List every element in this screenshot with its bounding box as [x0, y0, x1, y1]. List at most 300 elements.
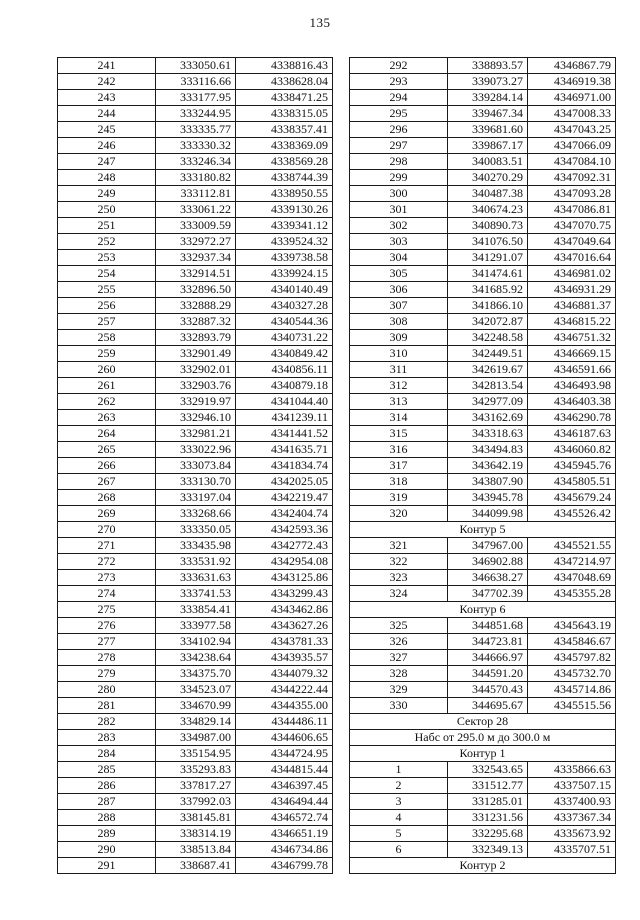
- table-row: [350, 506, 616, 522]
- table-row: [58, 810, 333, 826]
- x-coordinate-cell: 333050.61: [156, 58, 236, 74]
- y-coordinate-cell: 4346397.45: [236, 778, 333, 794]
- table-row: [350, 762, 616, 778]
- y-coordinate-cell: 4344079.32: [236, 666, 333, 682]
- point-number-cell: 322: [350, 554, 448, 570]
- x-coordinate-cell: 332981.21: [156, 426, 236, 442]
- x-coordinate-cell: 334523.07: [156, 682, 236, 698]
- x-coordinate-cell: 333177.95: [156, 90, 236, 106]
- point-number-cell: 245: [58, 122, 156, 138]
- point-number-cell: 261: [58, 378, 156, 394]
- point-number-cell: 256: [58, 298, 156, 314]
- x-coordinate-cell: 341076.50: [448, 234, 528, 250]
- x-coordinate-cell: 337992.03: [156, 794, 236, 810]
- x-coordinate-cell: 333531.92: [156, 554, 236, 570]
- point-number-cell: 330: [350, 698, 448, 714]
- point-number-cell: 249: [58, 186, 156, 202]
- table-row: [350, 794, 616, 810]
- section-heading: Контур 6: [350, 602, 616, 618]
- x-coordinate-cell: 347967.00: [448, 538, 528, 554]
- y-coordinate-cell: 4344606.65: [236, 730, 333, 746]
- table-row: [58, 138, 333, 154]
- y-coordinate-cell: 4342954.08: [236, 554, 333, 570]
- y-coordinate-cell: 4346591.66: [528, 362, 616, 378]
- x-coordinate-cell: 340083.51: [448, 154, 528, 170]
- x-coordinate-cell: 344695.67: [448, 698, 528, 714]
- table-row: [58, 682, 333, 698]
- x-coordinate-cell: 334670.99: [156, 698, 236, 714]
- table-row: [350, 554, 616, 570]
- y-coordinate-cell: 4346669.15: [528, 346, 616, 362]
- section-heading-row: [350, 730, 616, 746]
- x-coordinate-cell: 332887.32: [156, 314, 236, 330]
- table-row: [58, 794, 333, 810]
- point-number-cell: 244: [58, 106, 156, 122]
- point-number-cell: 310: [350, 346, 448, 362]
- x-coordinate-cell: 333330.32: [156, 138, 236, 154]
- y-coordinate-cell: 4346867.79: [528, 58, 616, 74]
- point-number-cell: 316: [350, 442, 448, 458]
- table-row: [350, 122, 616, 138]
- point-number-cell: 280: [58, 682, 156, 698]
- x-coordinate-cell: 332946.10: [156, 410, 236, 426]
- table-row: [58, 410, 333, 426]
- table-row: [58, 746, 333, 762]
- x-coordinate-cell: 333197.04: [156, 490, 236, 506]
- x-coordinate-cell: 333977.58: [156, 618, 236, 634]
- table-row: [58, 362, 333, 378]
- table-row: [350, 570, 616, 586]
- y-coordinate-cell: 4345805.51: [528, 474, 616, 490]
- table-row: [58, 586, 333, 602]
- y-coordinate-cell: 4346981.02: [528, 266, 616, 282]
- y-coordinate-cell: 4342593.36: [236, 522, 333, 538]
- y-coordinate-cell: 4340544.36: [236, 314, 333, 330]
- point-number-cell: 284: [58, 746, 156, 762]
- point-number-cell: 250: [58, 202, 156, 218]
- y-coordinate-cell: 4344222.44: [236, 682, 333, 698]
- point-number-cell: 276: [58, 618, 156, 634]
- y-coordinate-cell: 4338569.28: [236, 154, 333, 170]
- point-number-cell: 317: [350, 458, 448, 474]
- y-coordinate-cell: 4340879.18: [236, 378, 333, 394]
- point-number-cell: 299: [350, 170, 448, 186]
- point-number-cell: 324: [350, 586, 448, 602]
- x-coordinate-cell: 333116.66: [156, 74, 236, 90]
- section-heading-row: [350, 858, 616, 874]
- table-row: [58, 458, 333, 474]
- section-heading: Контур 5: [350, 522, 616, 538]
- x-coordinate-cell: 337817.27: [156, 778, 236, 794]
- y-coordinate-cell: 4335673.92: [528, 826, 616, 842]
- y-coordinate-cell: 4345355.28: [528, 586, 616, 602]
- point-number-cell: 274: [58, 586, 156, 602]
- y-coordinate-cell: 4344724.95: [236, 746, 333, 762]
- x-coordinate-cell: 332349.13: [448, 842, 528, 858]
- x-coordinate-cell: 340270.29: [448, 170, 528, 186]
- y-coordinate-cell: 4343299.43: [236, 586, 333, 602]
- x-coordinate-cell: 333009.59: [156, 218, 236, 234]
- table-row: [350, 138, 616, 154]
- table-row: [350, 202, 616, 218]
- table-row: [350, 426, 616, 442]
- x-coordinate-cell: 343807.90: [448, 474, 528, 490]
- point-number-cell: 285: [58, 762, 156, 778]
- table-row: [58, 554, 333, 570]
- x-coordinate-cell: 342248.58: [448, 330, 528, 346]
- table-row: [58, 826, 333, 842]
- y-coordinate-cell: 4347008.33: [528, 106, 616, 122]
- point-number-cell: 307: [350, 298, 448, 314]
- y-coordinate-cell: 4341441.52: [236, 426, 333, 442]
- table-row: [58, 346, 333, 362]
- y-coordinate-cell: 4340327.28: [236, 298, 333, 314]
- y-coordinate-cell: 4342219.47: [236, 490, 333, 506]
- x-coordinate-cell: 341866.10: [448, 298, 528, 314]
- point-number-cell: 315: [350, 426, 448, 442]
- point-number-cell: 283: [58, 730, 156, 746]
- y-coordinate-cell: 4337367.34: [528, 810, 616, 826]
- y-coordinate-cell: 4346815.22: [528, 314, 616, 330]
- x-coordinate-cell: 332919.97: [156, 394, 236, 410]
- x-coordinate-cell: 335154.95: [156, 746, 236, 762]
- table-row: [58, 314, 333, 330]
- section-heading: Контур 1: [350, 746, 616, 762]
- x-coordinate-cell: 333435.98: [156, 538, 236, 554]
- table-row: [58, 522, 333, 538]
- section-heading: Набс от 295.0 м до 300.0 м: [350, 730, 616, 746]
- point-number-cell: 290: [58, 842, 156, 858]
- table-row: [58, 426, 333, 442]
- table-row: [350, 842, 616, 858]
- page-number: 135: [309, 15, 331, 30]
- point-number-cell: 273: [58, 570, 156, 586]
- y-coordinate-cell: 4338816.43: [236, 58, 333, 74]
- table-row: [350, 378, 616, 394]
- section-heading-row: [350, 602, 616, 618]
- table-row: [58, 650, 333, 666]
- point-number-cell: 313: [350, 394, 448, 410]
- y-coordinate-cell: 4346881.37: [528, 298, 616, 314]
- y-coordinate-cell: 4346971.00: [528, 90, 616, 106]
- point-number-cell: 248: [58, 170, 156, 186]
- y-coordinate-cell: 4345945.76: [528, 458, 616, 474]
- table-row: [58, 202, 333, 218]
- y-coordinate-cell: 4341834.74: [236, 458, 333, 474]
- point-number-cell: 286: [58, 778, 156, 794]
- x-coordinate-cell: 338513.84: [156, 842, 236, 858]
- table-row: [350, 586, 616, 602]
- x-coordinate-cell: 332902.01: [156, 362, 236, 378]
- point-number-cell: 308: [350, 314, 448, 330]
- x-coordinate-cell: 341685.92: [448, 282, 528, 298]
- y-coordinate-cell: 4342404.74: [236, 506, 333, 522]
- section-heading: Сектор 28: [350, 714, 616, 730]
- x-coordinate-cell: 332903.76: [156, 378, 236, 394]
- x-coordinate-cell: 342977.09: [448, 394, 528, 410]
- x-coordinate-cell: 333631.63: [156, 570, 236, 586]
- y-coordinate-cell: 4347016.64: [528, 250, 616, 266]
- y-coordinate-cell: 4344815.44: [236, 762, 333, 778]
- point-number-cell: 268: [58, 490, 156, 506]
- point-number-cell: 292: [350, 58, 448, 74]
- y-coordinate-cell: 4338471.25: [236, 90, 333, 106]
- point-number-cell: 1: [350, 762, 448, 778]
- point-number-cell: 297: [350, 138, 448, 154]
- table-row: [58, 394, 333, 410]
- x-coordinate-cell: 344666.97: [448, 650, 528, 666]
- x-coordinate-cell: 332888.29: [156, 298, 236, 314]
- y-coordinate-cell: 4347049.64: [528, 234, 616, 250]
- table-row: [58, 506, 333, 522]
- point-number-cell: 258: [58, 330, 156, 346]
- y-coordinate-cell: 4346493.98: [528, 378, 616, 394]
- x-coordinate-cell: 333350.05: [156, 522, 236, 538]
- table-row: [58, 634, 333, 650]
- point-number-cell: 323: [350, 570, 448, 586]
- y-coordinate-cell: 4341635.71: [236, 442, 333, 458]
- table-row: [350, 154, 616, 170]
- x-coordinate-cell: 338687.41: [156, 858, 236, 874]
- x-coordinate-cell: 333335.77: [156, 122, 236, 138]
- table-row: [58, 170, 333, 186]
- x-coordinate-cell: 340890.73: [448, 218, 528, 234]
- x-coordinate-cell: 334375.70: [156, 666, 236, 682]
- point-number-cell: 6: [350, 842, 448, 858]
- x-coordinate-cell: 341474.61: [448, 266, 528, 282]
- point-number-cell: 257: [58, 314, 156, 330]
- y-coordinate-cell: 4343125.86: [236, 570, 333, 586]
- point-number-cell: 301: [350, 202, 448, 218]
- point-number-cell: 271: [58, 538, 156, 554]
- point-number-cell: 293: [350, 74, 448, 90]
- table-row: [58, 442, 333, 458]
- table-row: [58, 842, 333, 858]
- x-coordinate-cell: 344723.81: [448, 634, 528, 650]
- point-number-cell: 328: [350, 666, 448, 682]
- table-row: [58, 90, 333, 106]
- x-coordinate-cell: 344099.98: [448, 506, 528, 522]
- y-coordinate-cell: 4337400.93: [528, 794, 616, 810]
- point-number-cell: 265: [58, 442, 156, 458]
- point-number-cell: 2: [350, 778, 448, 794]
- x-coordinate-cell: 338145.81: [156, 810, 236, 826]
- point-number-cell: 312: [350, 378, 448, 394]
- table-row: [350, 186, 616, 202]
- y-coordinate-cell: 4339738.58: [236, 250, 333, 266]
- table-row: [58, 58, 333, 74]
- table-row: [58, 266, 333, 282]
- y-coordinate-cell: 4343935.57: [236, 650, 333, 666]
- x-coordinate-cell: 333073.84: [156, 458, 236, 474]
- table-row: [350, 282, 616, 298]
- table-row: [350, 330, 616, 346]
- table-row: [350, 826, 616, 842]
- x-coordinate-cell: 346902.88: [448, 554, 528, 570]
- table-row: [58, 698, 333, 714]
- y-coordinate-cell: 4340856.11: [236, 362, 333, 378]
- point-number-cell: 275: [58, 602, 156, 618]
- table-row: [350, 778, 616, 794]
- table-row: [58, 490, 333, 506]
- table-row: [58, 234, 333, 250]
- x-coordinate-cell: 333854.41: [156, 602, 236, 618]
- point-number-cell: 266: [58, 458, 156, 474]
- y-coordinate-cell: 4338315.05: [236, 106, 333, 122]
- x-coordinate-cell: 342813.54: [448, 378, 528, 394]
- y-coordinate-cell: 4343462.86: [236, 602, 333, 618]
- point-number-cell: 247: [58, 154, 156, 170]
- table-row: [350, 170, 616, 186]
- x-coordinate-cell: 332914.51: [156, 266, 236, 282]
- point-number-cell: 309: [350, 330, 448, 346]
- x-coordinate-cell: 334829.14: [156, 714, 236, 730]
- y-coordinate-cell: 4345732.70: [528, 666, 616, 682]
- point-number-cell: 251: [58, 218, 156, 234]
- y-coordinate-cell: 4347048.69: [528, 570, 616, 586]
- x-coordinate-cell: 332893.79: [156, 330, 236, 346]
- y-coordinate-cell: 4338744.39: [236, 170, 333, 186]
- x-coordinate-cell: 335293.83: [156, 762, 236, 778]
- x-coordinate-cell: 339073.27: [448, 74, 528, 90]
- x-coordinate-cell: 342072.87: [448, 314, 528, 330]
- y-coordinate-cell: 4347084.10: [528, 154, 616, 170]
- y-coordinate-cell: 4347214.97: [528, 554, 616, 570]
- point-number-cell: 295: [350, 106, 448, 122]
- point-number-cell: 264: [58, 426, 156, 442]
- x-coordinate-cell: 340487.38: [448, 186, 528, 202]
- x-coordinate-cell: 343945.78: [448, 490, 528, 506]
- point-number-cell: 241: [58, 58, 156, 74]
- table-row: [58, 298, 333, 314]
- point-number-cell: 291: [58, 858, 156, 874]
- point-number-cell: 305: [350, 266, 448, 282]
- x-coordinate-cell: 332543.65: [448, 762, 528, 778]
- section-heading-row: [350, 714, 616, 730]
- point-number-cell: 243: [58, 90, 156, 106]
- point-number-cell: 300: [350, 186, 448, 202]
- y-coordinate-cell: 4339924.15: [236, 266, 333, 282]
- point-number-cell: 260: [58, 362, 156, 378]
- point-number-cell: 272: [58, 554, 156, 570]
- x-coordinate-cell: 333246.34: [156, 154, 236, 170]
- table-row: [58, 666, 333, 682]
- y-coordinate-cell: 4345521.55: [528, 538, 616, 554]
- point-number-cell: 270: [58, 522, 156, 538]
- x-coordinate-cell: 332295.68: [448, 826, 528, 842]
- y-coordinate-cell: 4346734.86: [236, 842, 333, 858]
- y-coordinate-cell: 4346060.82: [528, 442, 616, 458]
- point-number-cell: 255: [58, 282, 156, 298]
- x-coordinate-cell: 342449.51: [448, 346, 528, 362]
- table-row: [350, 90, 616, 106]
- x-coordinate-cell: 343318.63: [448, 426, 528, 442]
- table-row: [350, 394, 616, 410]
- point-number-cell: 326: [350, 634, 448, 650]
- point-number-cell: 263: [58, 410, 156, 426]
- y-coordinate-cell: 4347070.75: [528, 218, 616, 234]
- table-row: [350, 698, 616, 714]
- table-row: [350, 362, 616, 378]
- y-coordinate-cell: 4335866.63: [528, 762, 616, 778]
- table-row: [350, 650, 616, 666]
- point-number-cell: 321: [350, 538, 448, 554]
- point-number-cell: 314: [350, 410, 448, 426]
- table-row: [350, 666, 616, 682]
- table-row: [350, 250, 616, 266]
- y-coordinate-cell: 4346572.74: [236, 810, 333, 826]
- point-number-cell: 242: [58, 74, 156, 90]
- point-number-cell: 329: [350, 682, 448, 698]
- x-coordinate-cell: 343642.19: [448, 458, 528, 474]
- point-number-cell: 246: [58, 138, 156, 154]
- x-coordinate-cell: 344570.43: [448, 682, 528, 698]
- y-coordinate-cell: 4335707.51: [528, 842, 616, 858]
- point-number-cell: 319: [350, 490, 448, 506]
- point-number-cell: 296: [350, 122, 448, 138]
- point-number-cell: 327: [350, 650, 448, 666]
- x-coordinate-cell: 347702.39: [448, 586, 528, 602]
- x-coordinate-cell: 346638.27: [448, 570, 528, 586]
- x-coordinate-cell: 333130.70: [156, 474, 236, 490]
- table-row: [350, 490, 616, 506]
- y-coordinate-cell: 4337507.15: [528, 778, 616, 794]
- table-row: [58, 250, 333, 266]
- table-row: [350, 266, 616, 282]
- point-number-cell: 277: [58, 634, 156, 650]
- y-coordinate-cell: 4345679.24: [528, 490, 616, 506]
- x-coordinate-cell: 334102.94: [156, 634, 236, 650]
- point-number-cell: 289: [58, 826, 156, 842]
- point-number-cell: 281: [58, 698, 156, 714]
- table-row: [350, 458, 616, 474]
- point-number-cell: 5: [350, 826, 448, 842]
- y-coordinate-cell: 4347092.31: [528, 170, 616, 186]
- y-coordinate-cell: 4346494.44: [236, 794, 333, 810]
- table-row: [58, 618, 333, 634]
- x-coordinate-cell: 331231.56: [448, 810, 528, 826]
- y-coordinate-cell: 4345846.67: [528, 634, 616, 650]
- table-row: [350, 810, 616, 826]
- point-number-cell: 278: [58, 650, 156, 666]
- y-coordinate-cell: 4338628.04: [236, 74, 333, 90]
- x-coordinate-cell: 339467.34: [448, 106, 528, 122]
- table-row: [58, 730, 333, 746]
- y-coordinate-cell: 4347066.09: [528, 138, 616, 154]
- y-coordinate-cell: 4341044.40: [236, 394, 333, 410]
- y-coordinate-cell: 4342772.43: [236, 538, 333, 554]
- point-number-cell: 252: [58, 234, 156, 250]
- x-coordinate-cell: 333112.81: [156, 186, 236, 202]
- table-row: [350, 218, 616, 234]
- x-coordinate-cell: 338893.57: [448, 58, 528, 74]
- x-coordinate-cell: 339867.17: [448, 138, 528, 154]
- table-row: [58, 762, 333, 778]
- point-number-cell: 311: [350, 362, 448, 378]
- coordinates-table-left: [57, 57, 333, 874]
- point-number-cell: 269: [58, 506, 156, 522]
- table-row: [58, 282, 333, 298]
- point-number-cell: 306: [350, 282, 448, 298]
- table-row: [58, 378, 333, 394]
- x-coordinate-cell: 343162.69: [448, 410, 528, 426]
- section-heading-row: [350, 746, 616, 762]
- x-coordinate-cell: 344591.20: [448, 666, 528, 682]
- table-row: [58, 106, 333, 122]
- y-coordinate-cell: 4347086.81: [528, 202, 616, 218]
- x-coordinate-cell: 331512.77: [448, 778, 528, 794]
- point-number-cell: 282: [58, 714, 156, 730]
